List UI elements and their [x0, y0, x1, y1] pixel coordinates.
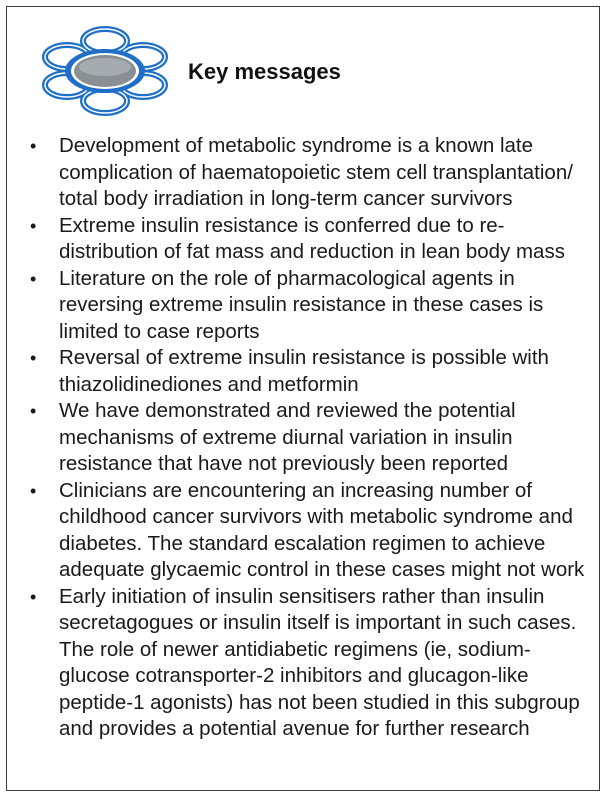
list-item-line: Clinicians are encountering an increasing number of	[59, 478, 532, 502]
bullet-icon: •	[30, 268, 37, 289]
blue-ring-flower-icon	[35, 21, 175, 121]
list-item-line: and provides a potential avenue for further research	[59, 717, 530, 740]
list-item-line: childhood cancer survivors with metabolic syndrome and	[59, 505, 573, 528]
list-item-line: complication of haematopoietic stem cell transplantation/	[59, 160, 573, 184]
bullet-icon: •	[30, 348, 37, 368]
bullet-icon: •	[30, 586, 37, 607]
list-item-line: distribution of fat mass and reduction in lean body mass	[59, 240, 565, 263]
bullet-icon: •	[30, 480, 37, 501]
list-item-line: Early initiation of insulin sensitisers rather than insulin	[59, 584, 545, 608]
list-item-line: We have demonstrated and reviewed the potential	[59, 399, 516, 422]
list-item-line: secretagogues or insulin itself is important in such cases.	[59, 611, 577, 634]
list-item	[7, 266, 592, 346]
list-item-line: Literature on the role of pharmacological agents in	[59, 266, 515, 290]
list-item-line: Development of metabolic syndrome is a known late	[59, 134, 534, 157]
list-item	[7, 133, 592, 213]
list-item	[7, 398, 592, 478]
list-item	[7, 345, 592, 398]
list-item	[7, 213, 592, 266]
list-item-line: total body irradiation in long-term cancer survivors	[59, 187, 513, 210]
list-item-line: glucose cotransporter-2 inhibitors and glucagon-like	[59, 664, 529, 687]
logo-svg	[35, 21, 175, 121]
bullet-icon: •	[30, 401, 37, 421]
list-item-line: mechanisms of extreme diurnal variation in insulin	[59, 425, 513, 449]
box-title: Key messages	[188, 59, 341, 84]
list-item-line: Extreme insulin resistance is conferred due to re-	[59, 213, 505, 237]
list-item-line: diabetes. The standard escalation regimen to achieve	[59, 531, 546, 555]
list-item-line: resistance that have not previously been reported	[59, 452, 508, 475]
bullet-icon: •	[30, 136, 37, 156]
list-item	[7, 478, 592, 584]
bullet-icon: •	[30, 215, 37, 236]
key-messages-list	[7, 133, 592, 743]
list-item-line: limited to case reports	[59, 319, 260, 343]
list-item-line: adequate glycaemic control in these cases might not work	[59, 558, 585, 581]
list-item	[7, 584, 592, 743]
list-item-line: The role of newer antidiabetic regimens (ie, sodium-	[59, 637, 531, 661]
list-item-line: thiazolidinediones and metformin	[59, 372, 359, 396]
key-messages-box	[6, 6, 600, 791]
list-item-line: peptide-1 agonists) has not been studied in this subgroup	[59, 690, 580, 714]
list-item-line: reversing extreme insulin resistance in these cases is	[59, 293, 544, 316]
list-item-line: Reversal of extreme insulin resistance is possible with	[59, 346, 549, 369]
